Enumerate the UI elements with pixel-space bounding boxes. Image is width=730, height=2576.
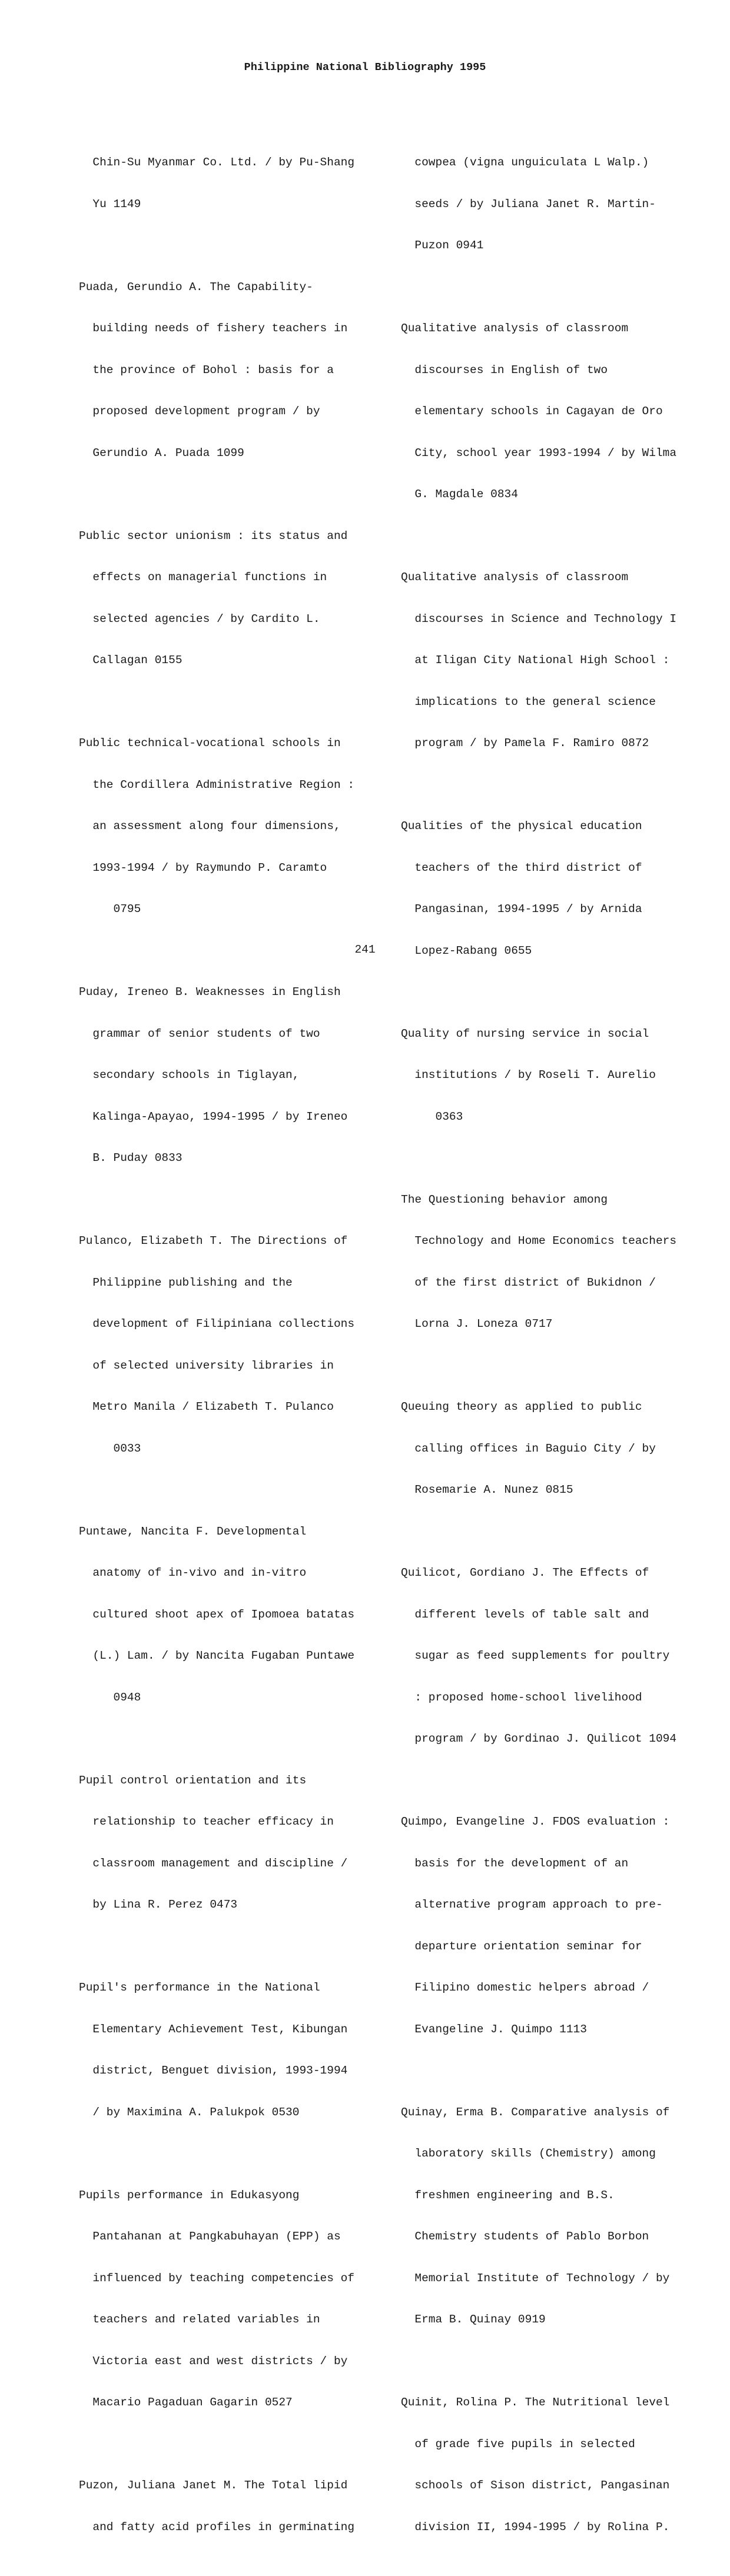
bibliography-entry — [79, 2451, 385, 2562]
bibliography-entry — [401, 543, 707, 778]
entry-line: Filipino domestic helpers abroad / — [414, 1981, 649, 1994]
entry-line: Pupil's performance in the National — [79, 1981, 320, 1994]
entry-line: proposed development program / by — [92, 405, 320, 418]
bibliography-entry — [401, 294, 707, 530]
bibliography-entry — [401, 128, 707, 281]
entry-line: program / by Gordinao J. Quilicot 1094 — [414, 1732, 677, 1745]
page-title: Philippine National Bibliography 1995 — [244, 61, 486, 74]
entry-line: district, Benguet division, 1993-1994 — [92, 2064, 348, 2077]
entry-line: Kalinga-Apayao, 1994-1995 / by Ireneo — [92, 1110, 348, 1123]
entry-line: B. Puday 0833 — [92, 1151, 182, 1164]
entry-line: calling offices in Baguio City / by — [414, 1442, 656, 1455]
entry-line: development of Filipiniana collections — [92, 1317, 355, 1330]
entry-line: secondary schools in Tiglayan, — [92, 1069, 300, 1081]
entry-line: grammar of senior students of two — [92, 1027, 320, 1040]
entry-line: Puzon, Juliana Janet M. The Total lipid — [79, 2479, 348, 2492]
entry-line: G. Magdale 0834 — [414, 488, 518, 501]
entry-line: by Lina R. Perez 0473 — [92, 1898, 238, 1911]
entry-line: Qualitative analysis of classroom — [401, 322, 629, 335]
entry-line: Yu 1149 — [92, 197, 141, 211]
entry-line: cultured shoot apex of Ipomoea batatas — [92, 1607, 355, 1621]
entry-line: Qualities of the physical education — [401, 820, 642, 833]
entry-line: Metro Manila / Elizabeth T. Pulanco — [92, 1400, 334, 1413]
entry-line: Pupils performance in Edukasyong — [79, 2188, 300, 2202]
entry-line: cowpea (vigna unguiculata L Walp.) — [414, 156, 649, 169]
entry-line: discourses in Science and Technology I — [414, 612, 677, 625]
left-column — [79, 128, 385, 2576]
entry-line: 0795 — [113, 903, 141, 916]
bibliography-entry — [401, 2368, 707, 2562]
entry-line: departure orientation seminar for — [414, 1939, 642, 1953]
entry-line: Gerundio A. Puada 1099 — [92, 446, 244, 460]
entry-line: Pulanco, Elizabeth T. The Directions of — [79, 1234, 348, 1247]
entry-line: sugar as feed supplements for poultry — [414, 1649, 670, 1662]
entry-line: Elementary Achievement Test, Kibungan — [92, 2022, 348, 2036]
entry-line: freshmen engineering and B.S. — [414, 2188, 615, 2202]
bibliography-entry — [401, 792, 707, 986]
bibliography-entry — [401, 1000, 707, 1152]
entry-line: effects on managerial functions in — [92, 571, 327, 584]
entry-line: anatomy of in-vivo and in-vitro — [92, 1566, 307, 1579]
entry-line: different levels of table salt and — [414, 1607, 649, 1621]
entry-line: institutions / by Roseli T. Aurelio — [414, 1069, 656, 1081]
entry-line: of selected university libraries in — [92, 1359, 334, 1372]
entry-line: Macario Pagaduan Gagarin 0527 — [92, 2396, 293, 2409]
entry-line: classroom management and discipline / — [92, 1856, 348, 1870]
entry-line: selected agencies / by Cardito L. — [92, 612, 320, 625]
entry-line: Technology and Home Economics teachers — [414, 1234, 677, 1247]
entry-line: Memorial Institute of Technology / by — [414, 2271, 670, 2285]
page-number: 241 — [354, 943, 376, 956]
entry-line: at Iligan City National High School : — [414, 654, 670, 667]
bibliography-entry — [79, 2161, 385, 2438]
entry-line: Public sector unionism : its status and — [79, 529, 348, 543]
entry-line: of grade five pupils in selected — [414, 2437, 635, 2451]
bibliography-entry — [401, 1788, 707, 2064]
entry-line: the Cordillera Administrative Region : — [92, 778, 355, 791]
entry-line: Lorna J. Loneza 0717 — [414, 1317, 553, 1330]
bibliography-entry — [79, 1953, 385, 2147]
entry-line: alternative program approach to pre- — [414, 1898, 663, 1911]
entry-line: implications to the general science — [414, 695, 656, 708]
entry-line: program / by Pamela F. Ramiro 0872 — [414, 737, 649, 750]
entry-line: basis for the development of an — [414, 1856, 629, 1870]
entry-line: City, school year 1993-1994 / by Wilma — [414, 446, 677, 460]
entry-line: and fatty acid profiles in germinating — [92, 2520, 355, 2534]
entry-line: 0948 — [113, 1690, 141, 1704]
entry-line: Puada, Gerundio A. The Capability- — [79, 280, 313, 294]
entry-line: discourses in English of two — [414, 363, 608, 377]
entry-line: / by Maximina A. Palukpok 0530 — [92, 2105, 300, 2119]
entry-line: Quality of nursing service in social — [401, 1027, 649, 1040]
entry-line: Quinit, Rolina P. The Nutritional level — [401, 2396, 670, 2409]
entry-line: elementary schools in Cagayan de Oro — [414, 405, 663, 418]
entry-line: seeds / by Juliana Janet R. Martin- — [414, 197, 656, 211]
entry-line: building needs of fishery teachers in — [92, 322, 348, 335]
entry-line: Callagan 0155 — [92, 654, 182, 667]
entry-line: teachers of the third district of — [414, 861, 642, 874]
entry-line: Evangeline J. Quimpo 1113 — [414, 2022, 587, 2036]
entry-line: Puday, Ireneo B. Weaknesses in English — [79, 986, 341, 999]
entry-line: Pantahanan at Pangkabuhayan (EPP) as — [92, 2230, 341, 2243]
bibliography-entry — [79, 1207, 385, 1483]
entry-line: teachers and related variables in — [92, 2313, 320, 2326]
entry-line: relationship to teacher efficacy in — [92, 1815, 334, 1828]
entry-line: of the first district of Bukidnon / — [414, 1276, 656, 1289]
entry-line: influenced by teaching competencies of — [92, 2271, 355, 2285]
bibliography-entry — [79, 709, 385, 944]
right-column — [401, 128, 707, 2576]
entry-line: 0033 — [113, 1442, 141, 1455]
entry-line: schools of Sison district, Pangasinan — [414, 2479, 670, 2492]
entry-line: The Questioning behavior among — [401, 1193, 608, 1206]
entry-line: Qualitative analysis of classroom — [401, 571, 629, 584]
entry-line: Puntawe, Nancita F. Developmental — [79, 1525, 307, 1538]
entry-line: Pangasinan, 1994-1995 / by Arnida — [414, 903, 642, 916]
entry-line: Quimpo, Evangeline J. FDOS evaluation : — [401, 1815, 670, 1828]
entry-line: laboratory skills (Chemistry) among — [414, 2147, 656, 2160]
bibliography-entry — [401, 1166, 707, 1359]
bibliography-entry — [79, 1497, 385, 1733]
entry-line: 0363 — [435, 1110, 463, 1123]
entry-line: an assessment along four dimensions, — [92, 820, 341, 833]
bibliography-entry — [79, 1746, 385, 1940]
entry-line: Quilicot, Gordiano J. The Effects of — [401, 1566, 649, 1579]
entry-line: Erma B. Quinay 0919 — [414, 2313, 546, 2326]
entry-line: the province of Bohol : basis for a — [92, 363, 334, 377]
bibliography-entry — [79, 958, 385, 1193]
entry-line: Rosemarie A. Nunez 0815 — [414, 1483, 573, 1496]
entry-line: Public technical-vocational schools in — [79, 737, 341, 750]
entry-line: Chemistry students of Pablo Borbon — [414, 2230, 649, 2243]
bibliography-entry — [401, 1539, 707, 1774]
entry-line: Pupil control orientation and its — [79, 1773, 307, 1787]
bibliography-entry — [79, 253, 385, 488]
entry-line: (L.) Lam. / by Nancita Fugaban Puntawe — [92, 1649, 355, 1662]
entry-line: Queuing theory as applied to public — [401, 1400, 642, 1413]
entry-line: : proposed home-school livelihood — [414, 1690, 642, 1704]
entry-line: Lopez-Rabang 0655 — [414, 944, 532, 957]
entry-line: division II, 1994-1995 / by Rolina P. — [414, 2520, 670, 2534]
entry-line: Puzon 0941 — [414, 239, 484, 252]
bibliography-entry — [401, 2078, 707, 2355]
entry-line: Victoria east and west districts / by — [92, 2354, 348, 2368]
bibliography-entry — [79, 128, 385, 239]
entry-line: 1993-1994 / by Raymundo P. Caramto — [92, 861, 327, 874]
entry-line: Quinay, Erma B. Comparative analysis of — [401, 2105, 670, 2119]
bibliography-entry — [401, 1373, 707, 1525]
entry-line: Chin-Su Myanmar Co. Ltd. / by Pu-Shang — [92, 156, 355, 169]
bibliography-entry — [79, 502, 385, 695]
entry-line: Philippine publishing and the — [92, 1276, 293, 1289]
